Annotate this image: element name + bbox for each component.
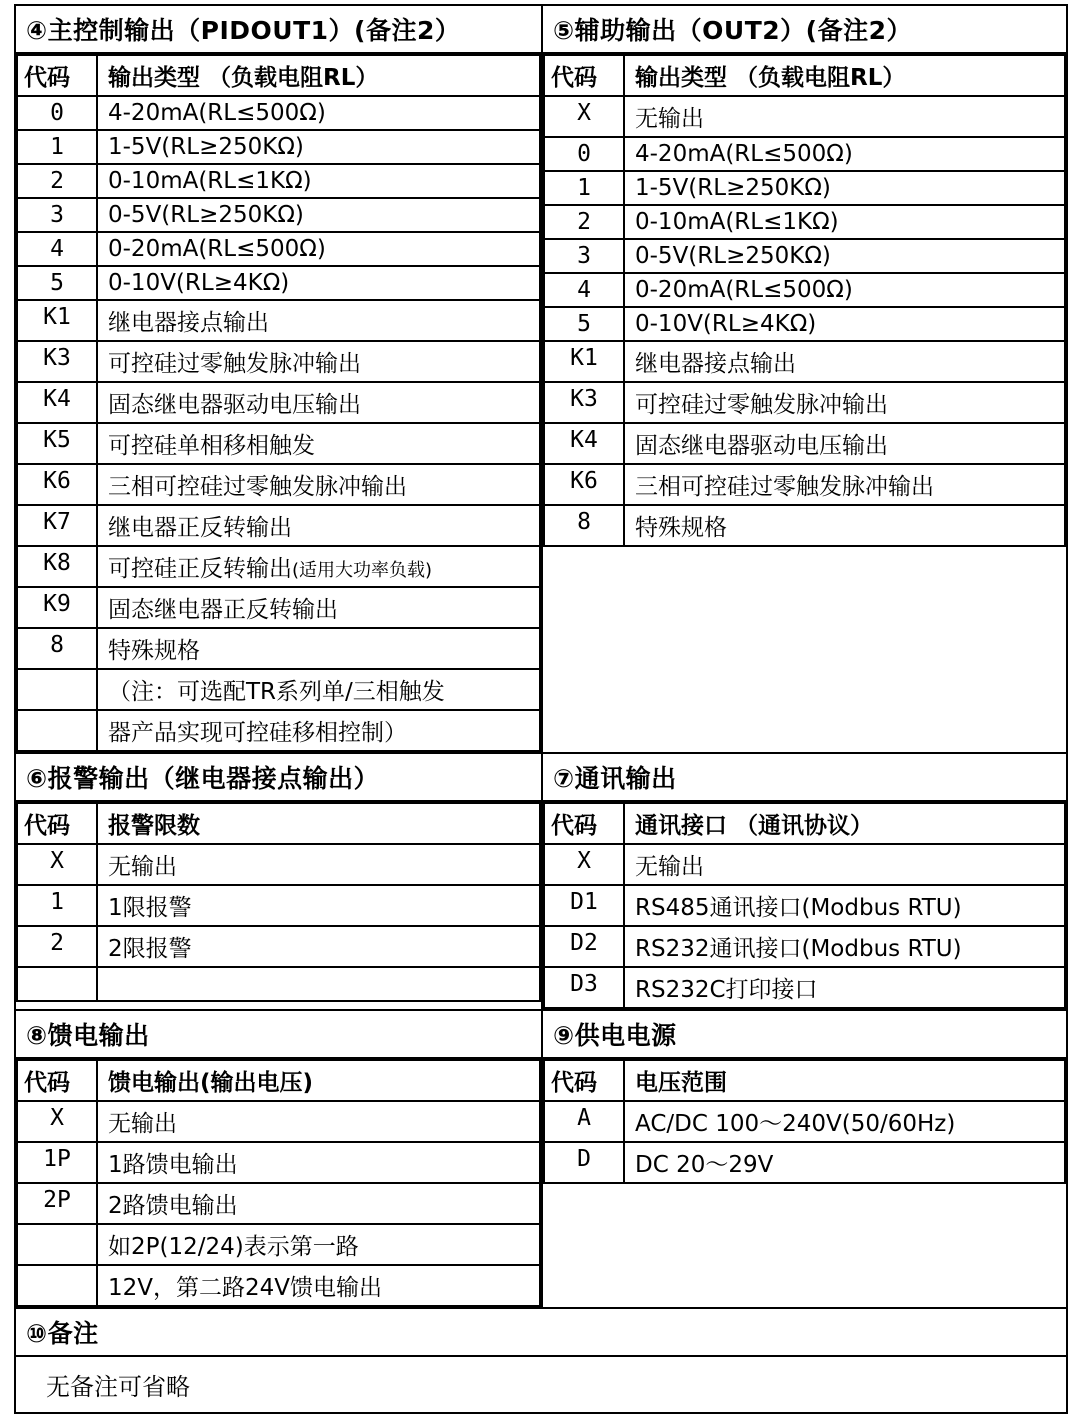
column-header-row: [544, 55, 1065, 96]
table-row: [544, 926, 1065, 967]
row-desc: 无输出: [624, 96, 1065, 137]
column-header-code: 代码: [544, 1060, 624, 1101]
table-row: [17, 505, 540, 546]
table-row: [17, 232, 540, 266]
row-desc: 1-5V(RL≥250KΩ): [97, 130, 540, 164]
section-cell-4: [15, 5, 542, 753]
row-code: D: [544, 1142, 624, 1183]
column-header-desc: 电压范围: [624, 1060, 1065, 1101]
row-desc: 1路馈电输出: [97, 1142, 540, 1183]
table-row: [15, 1308, 1067, 1413]
row-desc: 可控硅单相移相触发: [97, 423, 540, 464]
row-desc: 0-5V(RL≥250KΩ): [97, 198, 540, 232]
table-row: [17, 1101, 540, 1142]
row-desc: 无输出: [97, 844, 540, 885]
row-desc: 可控硅过零触发脉冲输出: [624, 382, 1065, 423]
row-code: 0: [17, 96, 97, 130]
table-row: [17, 885, 540, 926]
section-inner-table: [16, 1059, 541, 1307]
column-header-desc: 报警限数: [97, 803, 540, 844]
row-code: X: [544, 844, 624, 885]
section-inner-table: [16, 802, 541, 1002]
row-desc: DC 20～29V: [624, 1142, 1065, 1183]
row-desc: AC/DC 100～240V(50/60Hz): [624, 1101, 1065, 1142]
table-row: [15, 1010, 1067, 1308]
row-code: 2: [17, 926, 97, 967]
row-desc: 2路馈电输出: [97, 1183, 540, 1224]
row-desc: 可控硅正反转输出: [108, 556, 292, 582]
row-desc: 1限报警: [97, 885, 540, 926]
row-code: K3: [544, 382, 624, 423]
section-note-line: 器产品实现可控硅移相控制）: [97, 710, 540, 751]
section-inner-table: [16, 54, 541, 752]
row-code: 1: [17, 885, 97, 926]
row-code: K6: [17, 464, 97, 505]
row-desc: 特殊规格: [624, 505, 1065, 546]
row-desc: 继电器接点输出: [624, 341, 1065, 382]
table-row: [544, 464, 1065, 505]
section-title: ⑩备注: [16, 1309, 1066, 1357]
table-row: [17, 710, 540, 751]
column-header-row: [544, 1060, 1065, 1101]
row-desc: RS232通讯接口(Modbus RTU): [624, 926, 1065, 967]
row-code: X: [544, 96, 624, 137]
row-desc: 继电器接点输出: [97, 300, 540, 341]
row-desc: 1-5V(RL≥250KΩ): [624, 171, 1065, 205]
table-row: [17, 628, 540, 669]
row-code-empty: [17, 1224, 97, 1265]
row-code: K1: [544, 341, 624, 382]
section-note-line: 如2P(12/24)表示第一路: [97, 1224, 540, 1265]
column-header-row: [17, 1060, 540, 1101]
table-row: [544, 1101, 1065, 1142]
table-row: [544, 341, 1065, 382]
row-code: 3: [544, 239, 624, 273]
column-header-desc: 输出类型 （负载电阻RL）: [97, 55, 540, 96]
column-header-row: [17, 803, 540, 844]
section-cell-8: [15, 1010, 542, 1308]
section-cell-7: [542, 753, 1067, 1010]
row-desc: 无输出: [97, 1101, 540, 1142]
table-row: [544, 205, 1065, 239]
row-code-empty: [17, 710, 97, 751]
table-row: [544, 1142, 1065, 1183]
row-code: 2: [17, 164, 97, 198]
row-code: D3: [544, 967, 624, 1008]
row-code-empty: [17, 967, 97, 1001]
row-code: 1: [544, 171, 624, 205]
table-row: [17, 130, 540, 164]
row-code: 2: [544, 205, 624, 239]
section-title: ⑦通讯输出: [543, 754, 1066, 802]
column-header-code: 代码: [17, 55, 97, 96]
row-code: 3: [17, 198, 97, 232]
table-row: [544, 273, 1065, 307]
section-cell-10: [15, 1308, 1067, 1413]
section-inner-table: [543, 1059, 1066, 1184]
row-code: 4: [544, 273, 624, 307]
row-code: K6: [544, 464, 624, 505]
table-row: [15, 5, 1067, 753]
row-code: 8: [544, 505, 624, 546]
table-row: [17, 341, 540, 382]
table-row: [17, 464, 540, 505]
table-row: [544, 885, 1065, 926]
table-row: [17, 546, 540, 587]
section-title: ④主控制输出（PIDOUT1）(备注2）: [16, 6, 541, 54]
section-note-line: （注：可选配TR系列单/三相触发: [97, 669, 540, 710]
section-title: ⑧馈电输出: [16, 1011, 541, 1059]
row-code: K8: [17, 546, 97, 587]
row-code: K4: [544, 423, 624, 464]
row-desc: 无输出: [624, 844, 1065, 885]
row-desc: 三相可控硅过零触发脉冲输出: [624, 464, 1065, 505]
row-desc: 可控硅过零触发脉冲输出: [97, 341, 540, 382]
row-code: K1: [17, 300, 97, 341]
section-note-line: 12V，第二路24V馈电输出: [97, 1265, 540, 1306]
table-row: [544, 423, 1065, 464]
table-row: [17, 967, 540, 1001]
table-row: [17, 1142, 540, 1183]
row-code: X: [17, 844, 97, 885]
row-code: X: [17, 1101, 97, 1142]
row-desc: 0-5V(RL≥250KΩ): [624, 239, 1065, 273]
row-desc: 0-10mA(RL≤1KΩ): [97, 164, 540, 198]
table-row: [544, 137, 1065, 171]
row-desc: 0-20mA(RL≤500Ω): [97, 232, 540, 266]
row-desc: RS485通讯接口(Modbus RTU): [624, 885, 1065, 926]
table-row: [17, 198, 540, 232]
row-code-empty: [17, 1265, 97, 1306]
row-code: A: [544, 1101, 624, 1142]
row-desc-empty: [97, 967, 540, 1001]
table-row: [544, 171, 1065, 205]
row-code-empty: [17, 669, 97, 710]
row-desc: 0-20mA(RL≤500Ω): [624, 273, 1065, 307]
row-desc: 0-10V(RL≥4KΩ): [97, 266, 540, 300]
row-desc: 特殊规格: [97, 628, 540, 669]
section-cell-5: [542, 5, 1067, 753]
table-row: [17, 164, 540, 198]
row-code: 1: [17, 130, 97, 164]
table-row: [17, 1224, 540, 1265]
section-cell-9: [542, 1010, 1067, 1308]
row-desc: 4-20mA(RL≤500Ω): [624, 137, 1065, 171]
table-row: [544, 239, 1065, 273]
row-desc: 0-10mA(RL≤1KΩ): [624, 205, 1065, 239]
table-row: [544, 96, 1065, 137]
row-code: 1P: [17, 1142, 97, 1183]
section-title: ⑥报警输出（继电器接点输出）: [16, 754, 541, 802]
section-inner-table: [543, 54, 1066, 547]
section-title: ⑤辅助输出（OUT2）(备注2）: [543, 6, 1066, 54]
table-row: [544, 967, 1065, 1008]
column-header-desc: 馈电输出(输出电压): [97, 1060, 540, 1101]
row-code: K4: [17, 382, 97, 423]
row-code: K5: [17, 423, 97, 464]
row-desc: 2限报警: [97, 926, 540, 967]
remark-body: 无备注可省略: [46, 1373, 190, 1401]
row-desc-subnote: (适用大功率负载): [292, 560, 433, 581]
table-row: [17, 300, 540, 341]
table-row: [544, 307, 1065, 341]
row-desc: 0-10V(RL≥4KΩ): [624, 307, 1065, 341]
table-row: [17, 926, 540, 967]
table-row: [17, 1265, 540, 1306]
column-header-code: 代码: [17, 1060, 97, 1101]
row-code: 2P: [17, 1183, 97, 1224]
table-row: [17, 587, 540, 628]
row-code: K7: [17, 505, 97, 546]
row-desc: 三相可控硅过零触发脉冲输出: [97, 464, 540, 505]
table-row: [544, 382, 1065, 423]
row-desc: 4-20mA(RL≤500Ω): [97, 96, 540, 130]
row-code: D1: [544, 885, 624, 926]
section-title: ⑨供电电源: [543, 1011, 1066, 1059]
section-inner-table: [543, 802, 1066, 1009]
row-desc: RS232C打印接口: [624, 967, 1065, 1008]
table-row: [17, 96, 540, 130]
table-row: [544, 505, 1065, 546]
column-header-row: [17, 55, 540, 96]
column-header-desc: 输出类型 （负载电阻RL）: [624, 55, 1065, 96]
table-row: [17, 266, 540, 300]
table-row: [544, 844, 1065, 885]
row-code: K3: [17, 341, 97, 382]
column-header-code: 代码: [544, 803, 624, 844]
row-code: 4: [17, 232, 97, 266]
row-code: 0: [544, 137, 624, 171]
table-row: [17, 1183, 540, 1224]
table-row: [15, 753, 1067, 1010]
table-row: [17, 423, 540, 464]
section-cell-6: [15, 753, 542, 1010]
row-desc: 固态继电器驱动电压输出: [97, 382, 540, 423]
row-desc: 固态继电器正反转输出: [97, 587, 540, 628]
table-row: [17, 669, 540, 710]
column-header-code: 代码: [544, 55, 624, 96]
row-desc: 固态继电器驱动电压输出: [624, 423, 1065, 464]
row-code: D2: [544, 926, 624, 967]
row-code: 5: [17, 266, 97, 300]
row-desc: 继电器正反转输出: [97, 505, 540, 546]
column-header-row: [544, 803, 1065, 844]
row-code: 5: [544, 307, 624, 341]
row-code: K9: [17, 587, 97, 628]
specification-table: [14, 4, 1068, 1414]
column-header-desc: 通讯接口 （通讯协议）: [624, 803, 1065, 844]
row-desc-combined: [97, 546, 540, 587]
table-row: [17, 382, 540, 423]
column-header-code: 代码: [17, 803, 97, 844]
table-row: [17, 844, 540, 885]
row-code: 8: [17, 628, 97, 669]
